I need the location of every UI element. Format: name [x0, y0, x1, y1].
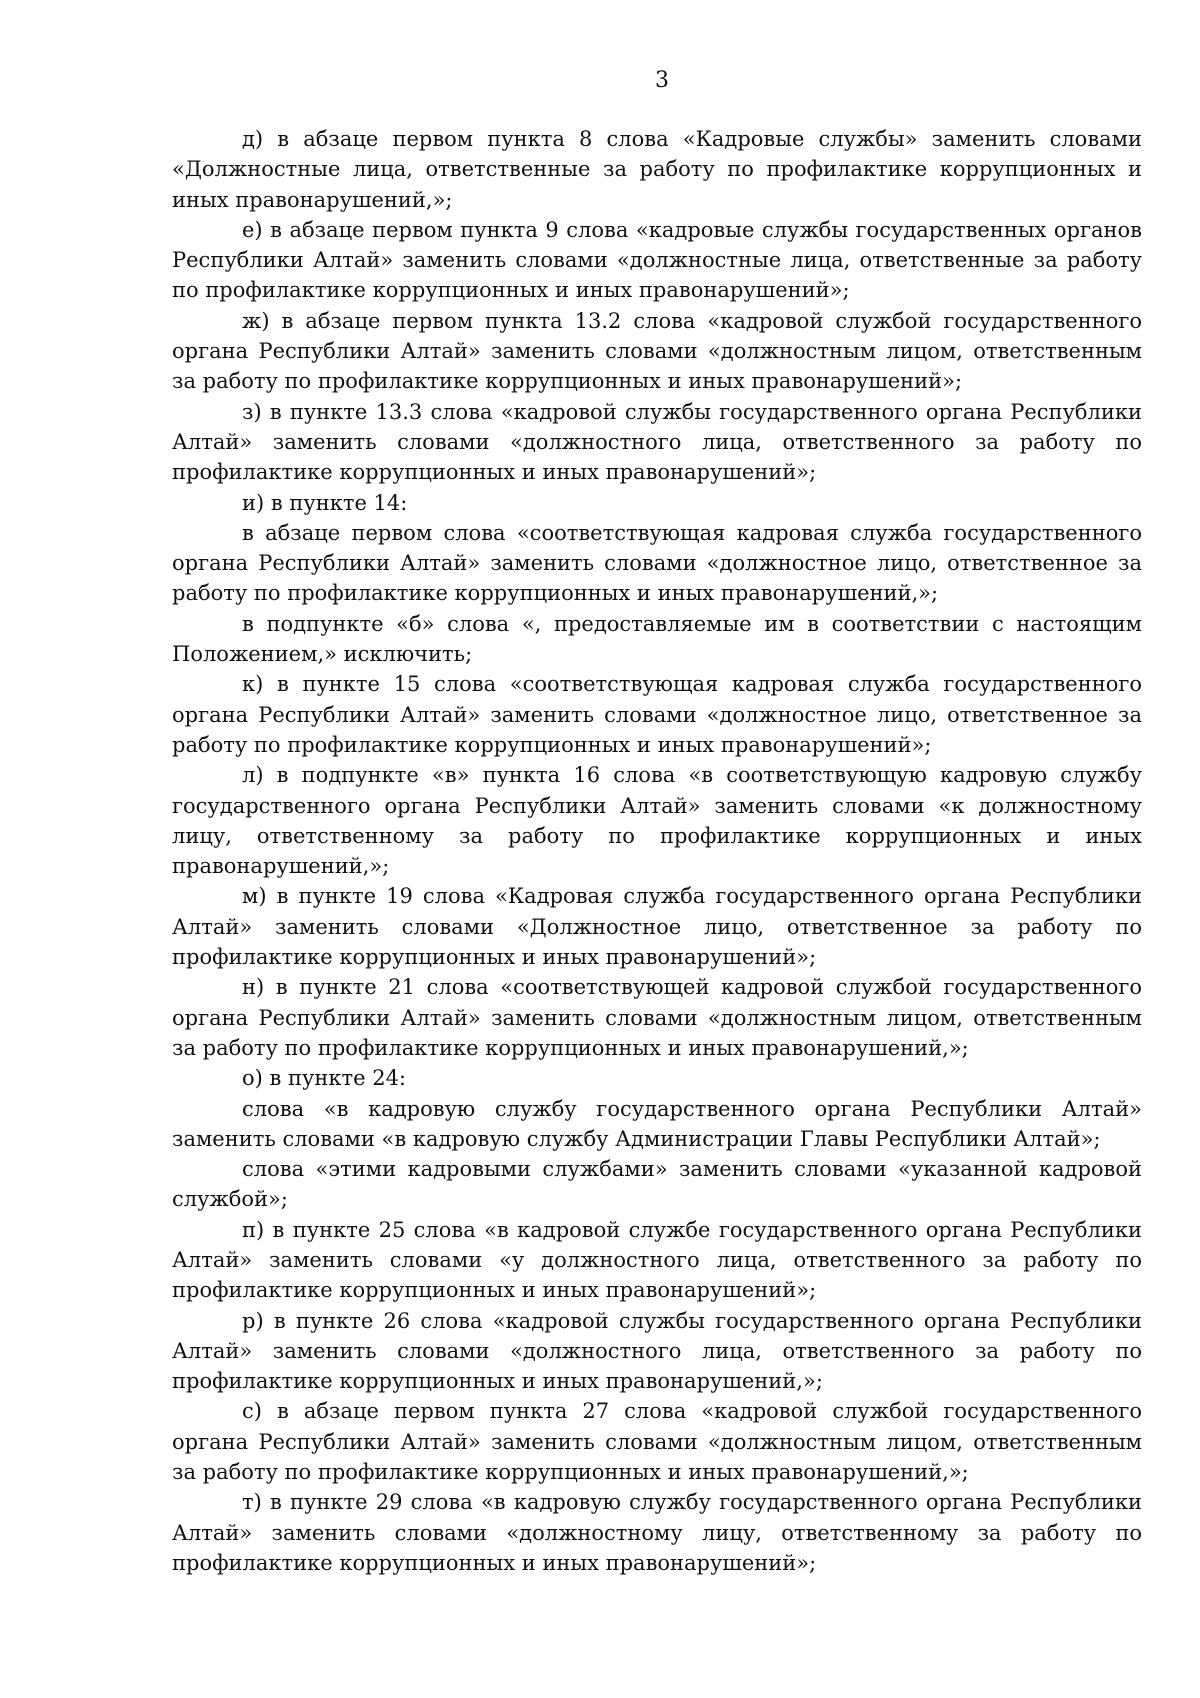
paragraph-t: т) в пункте 29 слова «в кадровую службу государственного органа Республики Алтай» заменить словами «должностному лицу, ответственному за работу по профилактике коррупционных и иных правонарушений»;	[172, 1490, 1142, 1575]
paragraph-z: з) в пункте 13.3 слова «кадровой службы государственного органа Республики Алтай» заменить словами «должностного лица, ответственного за работу по профилактике коррупционных и иных правонарушений»;	[172, 399, 1142, 485]
paragraph-o-words-1: слова «в кадровую службу государственного органа Республики Алтай» заменить словами «в кадровую службу Администрации Главы Республики Алтай»;	[172, 1096, 1142, 1151]
paragraph-i-subpoint-b: в подпункте «б» слова «, предоставляемые им в соответствии с настоящим Положением,» исключить;	[172, 611, 1142, 667]
paragraph-i-first-abzac: в абзаце первом слова «соответствующая кадровая служба государственного органа Республики Алтай» заменить словами «должностное лицо, ответственное за работу по профилактике коррупционных и иных правонарушений,»;	[172, 520, 1142, 606]
paragraph-r: р) в пункте 26 слова «кадровой службы государственного органа Республики Алтай» заменить словами «должностного лица, ответственного за работу по профилактике коррупционных и иных правонарушений,»;	[172, 1308, 1142, 1394]
paragraph-n: н) в пункте 21 слова «соответствующей кадровой службой государственного органа Республики Алтай» заменить словами «должностным лицом, ответственным за работу по профилактике коррупционных и иных правонарушений,»;	[172, 975, 1142, 1060]
paragraph-k: к) в пункте 15 слова «соответствующая кадровая служба государственного органа Республики Алтай» заменить словами «должностное лицо, ответственное за работу по профилактике коррупционных и иных правонарушений»;	[172, 672, 1142, 757]
paragraph-p: п) в пункте 25 слова «в кадровой службе государственного органа Республики Алтай» заменить словами «у должностного лица, ответственного за работу по профилактике коррупционных и иных правонарушений»;	[172, 1217, 1142, 1303]
paragraph-e: е) в абзаце первом пункта 9 слова «кадровые службы государственных органов Республики Алтай» заменить словами «должностные лица, ответственные за работу по профилактике коррупционных и иных правонарушений»;	[172, 217, 1142, 303]
paragraph-o: о) в пункте 24:	[242, 1066, 407, 1091]
paragraph-m: м) в пункте 19 слова «Кадровая служба государственного органа Республики Алтай» заменить словами «Должностное лицо, ответственное за работу по профилактике коррупционных и иных правонарушений»;	[172, 884, 1142, 970]
paragraph-l: л) в подпункте «в» пункта 16 слова «в соответствующую кадровую службу государственного органа Республики Алтай» заменить словами «к должностному лицу, ответственному за работу по профилактике коррупционных и иных правонарушений,»;	[172, 763, 1142, 879]
document-body	[172, 124, 1142, 1578]
paragraph-i: и) в пункте 14:	[242, 490, 408, 515]
paragraph-o-words-2: слова «этими кадровыми службами» заменить словами «указанной кадровой службой»;	[172, 1157, 1142, 1212]
paragraph-zh: ж) в абзаце первом пункта 13.2 слова «кадровой службой государственного органа Республики Алтай» заменить словами «должностным лицом, ответственным за работу по профилактике коррупционных и иных правонарушений»;	[172, 308, 1142, 394]
paragraph-s: с) в абзаце первом пункта 27 слова «кадровой службой государственного органа Республики Алтай» заменить словами «должностным лицом, ответственным за работу по профилактике коррупционных и иных правонарушений,»;	[172, 1399, 1142, 1485]
page-number: 3	[655, 68, 669, 93]
paragraph-d: д) в абзаце первом пункта 8 слова «Кадровые службы» заменить словами «Должностные лица, ответственные за работу по профилактике коррупционных и иных правонарушений,»;	[172, 127, 1142, 212]
